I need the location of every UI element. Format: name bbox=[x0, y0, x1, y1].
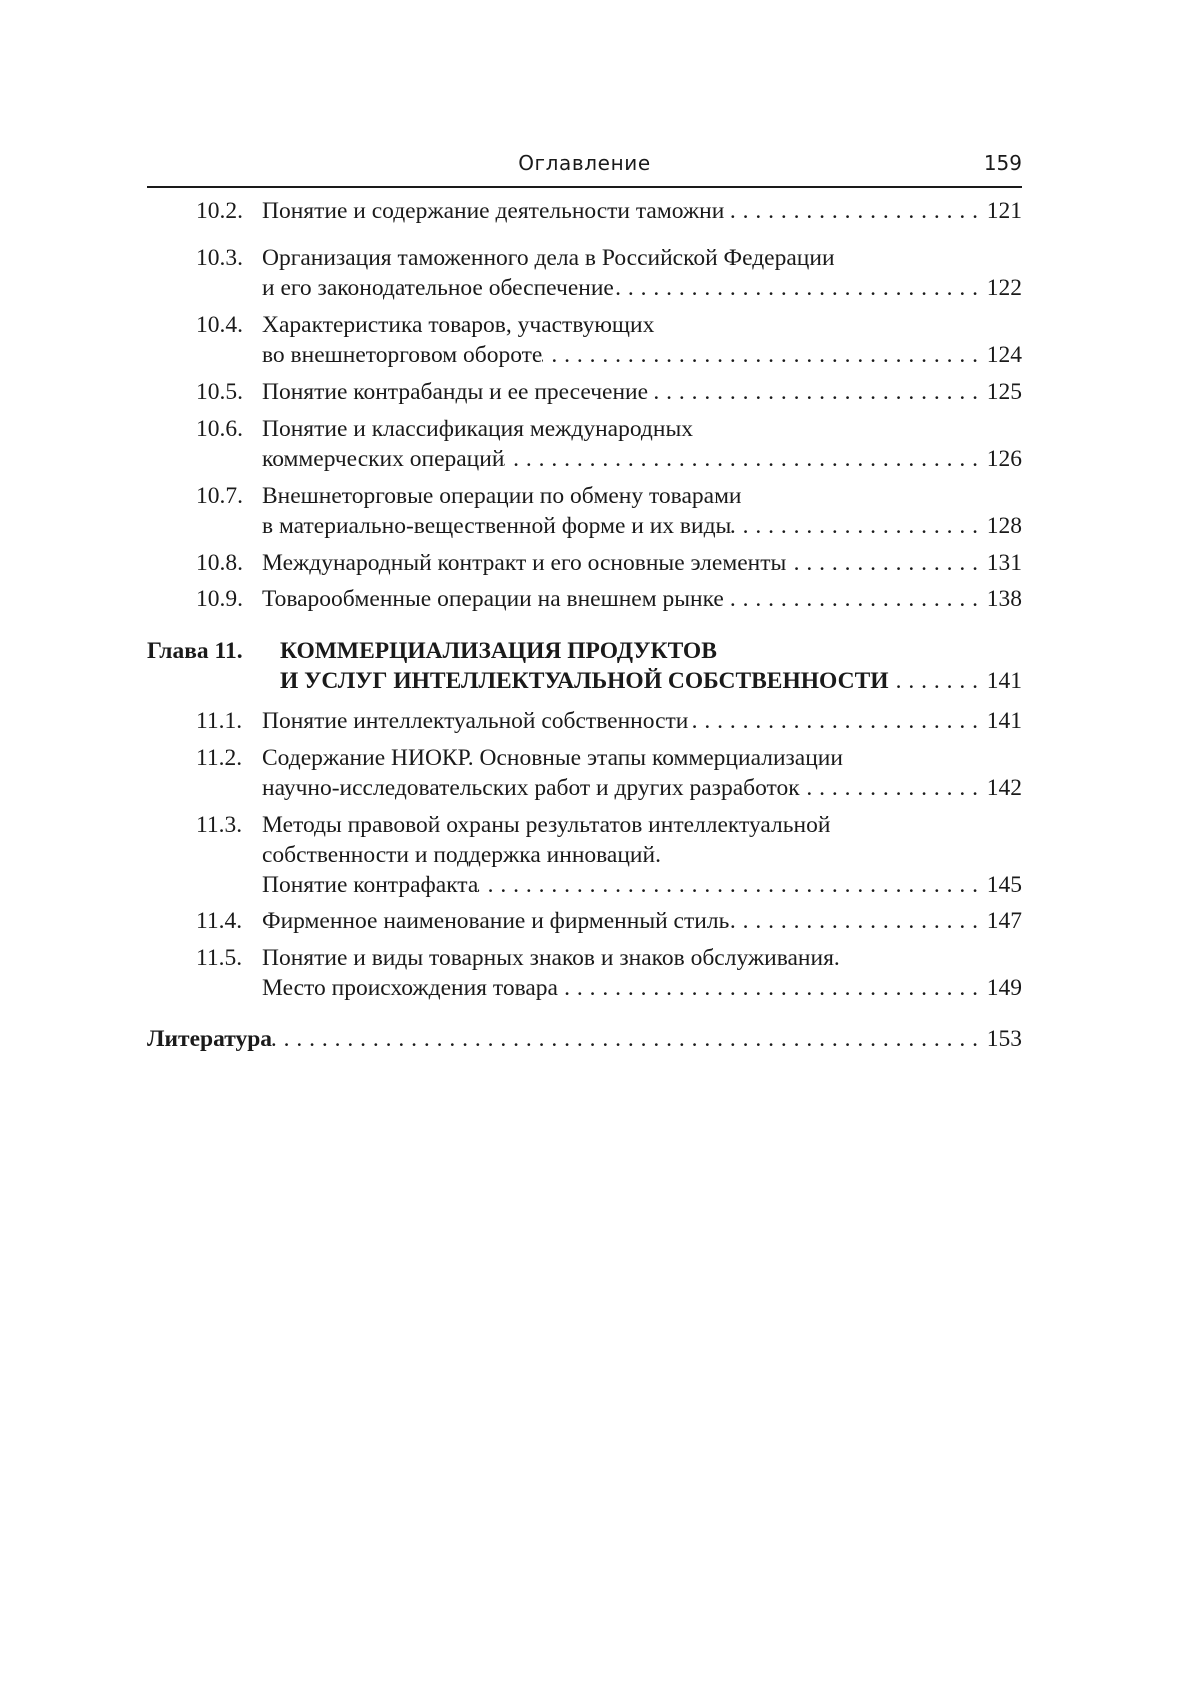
literature-label: Литература bbox=[147, 1026, 273, 1052]
toc-entry-title-cont: Понятие контрафакта bbox=[262, 872, 479, 898]
toc-leader-dots bbox=[724, 584, 978, 614]
toc-entry-page: 122 bbox=[986, 275, 1022, 301]
toc-entry-page: 128 bbox=[986, 513, 1022, 539]
chapter-title-cont: И УСЛУГ ИНТЕЛЛЕКТУАЛЬНОЙ СОБСТВЕННОСТИ bbox=[280, 668, 889, 694]
toc-entry-title-cont: собственности и поддержка инноваций. bbox=[262, 842, 661, 868]
toc-leader-dots bbox=[800, 773, 978, 803]
toc-entry-title: Фирменное наименование и фирменный стиль bbox=[262, 908, 730, 934]
running-header bbox=[147, 150, 1022, 188]
toc-entry-number: 10.6. bbox=[196, 416, 243, 442]
toc-entry-title-cont: научно-исследовательских работ и других разработок bbox=[262, 775, 800, 801]
toc-leader-dots bbox=[272, 1024, 978, 1054]
running-title: Оглавление bbox=[518, 151, 651, 175]
toc-entry-page: 125 bbox=[986, 379, 1022, 405]
toc-entry-title: Понятие и содержание деятельности таможни bbox=[262, 198, 725, 224]
toc-leader-dots bbox=[724, 196, 978, 226]
toc-leader-dots bbox=[688, 706, 978, 736]
toc-entry-title: Понятие интеллектуальной собственности bbox=[262, 708, 689, 734]
chapter-title: КОММЕРЦИАЛИЗАЦИЯ ПРОДУКТОВ bbox=[280, 638, 717, 664]
toc-entry-title: Характеристика товаров, участвующих bbox=[262, 312, 655, 338]
toc-entry-page: 121 bbox=[986, 198, 1022, 224]
toc-leader-dots bbox=[542, 340, 978, 370]
toc-entry-title: Организация таможенного дела в Российской Федерации bbox=[262, 245, 835, 271]
toc-entry-number: 10.3. bbox=[196, 245, 243, 271]
toc-entry-page: 131 bbox=[986, 550, 1022, 576]
toc-entry-title-cont: коммерческих операций bbox=[262, 446, 505, 472]
toc-entry-page: 141 bbox=[986, 668, 1022, 694]
toc-entry-number: 11.3. bbox=[196, 812, 243, 838]
page-number: 159 bbox=[983, 151, 1022, 175]
toc-entry-page: 126 bbox=[986, 446, 1022, 472]
toc-entry-title: Международный контракт и его основные элементы bbox=[262, 550, 787, 576]
toc-entry-number: 11.5. bbox=[196, 945, 243, 971]
toc-entry-title: Понятие и классификация международных bbox=[262, 416, 693, 442]
toc-entry-number: 10.8. bbox=[196, 550, 243, 576]
toc-entry-title: Методы правовой охраны результатов интеллектуальной bbox=[262, 812, 831, 838]
toc-entry-page: 142 bbox=[986, 775, 1022, 801]
toc-entry-title: Внешнеторговые операции по обмену товарами bbox=[262, 483, 742, 509]
toc-entry-page: 153 bbox=[986, 1026, 1022, 1052]
toc-entry-title-cont: в материально-вещественной форме и их виды bbox=[262, 513, 732, 539]
toc-entry-number: 10.4. bbox=[196, 312, 243, 338]
toc-entry-title: Понятие контрабанды и ее пресечение bbox=[262, 379, 649, 405]
toc-entry-title: Понятие и виды товарных знаков и знаков обслуживания. bbox=[262, 945, 840, 971]
toc-entry-page: 138 bbox=[986, 586, 1022, 612]
toc-leader-dots bbox=[786, 548, 978, 578]
toc-leader-dots bbox=[889, 666, 978, 696]
toc-entry-number: 10.2. bbox=[196, 198, 243, 224]
toc-entry-number: 10.5. bbox=[196, 379, 243, 405]
toc-entry-page: 141 bbox=[986, 708, 1022, 734]
toc-entry-number: 10.7. bbox=[196, 483, 243, 509]
toc-entry-title-cont: Место происхождения товара bbox=[262, 975, 558, 1001]
toc-entry-number: 11.2. bbox=[196, 745, 243, 771]
toc-entry-title: Содержание НИОКР. Основные этапы коммерциализации bbox=[262, 745, 843, 771]
toc-entry-page: 147 bbox=[986, 908, 1022, 934]
toc-leader-dots bbox=[648, 377, 978, 407]
toc-entry-number: 10.9. bbox=[196, 586, 243, 612]
toc-leader-dots bbox=[478, 870, 978, 900]
toc-entry-title-cont: во внешнеторговом обороте bbox=[262, 342, 543, 368]
toc-leader-dots bbox=[558, 973, 978, 1003]
toc-entry-page: 145 bbox=[986, 872, 1022, 898]
toc-entry-title: Товарообменные операции на внешнем рынке bbox=[262, 586, 724, 612]
toc-entry-number: 11.1. bbox=[196, 708, 243, 734]
chapter-label: Глава 11. bbox=[147, 638, 243, 664]
toc-leader-dots bbox=[614, 273, 978, 303]
toc-leader-dots bbox=[729, 906, 978, 936]
toc-entry-page: 124 bbox=[986, 342, 1022, 368]
toc-entry-page: 149 bbox=[986, 975, 1022, 1001]
toc-leader-dots bbox=[504, 444, 978, 474]
toc-entry-number: 11.4. bbox=[196, 908, 243, 934]
toc-entry-title-cont: и его законодательное обеспечение bbox=[262, 275, 614, 301]
toc-leader-dots bbox=[731, 511, 978, 541]
